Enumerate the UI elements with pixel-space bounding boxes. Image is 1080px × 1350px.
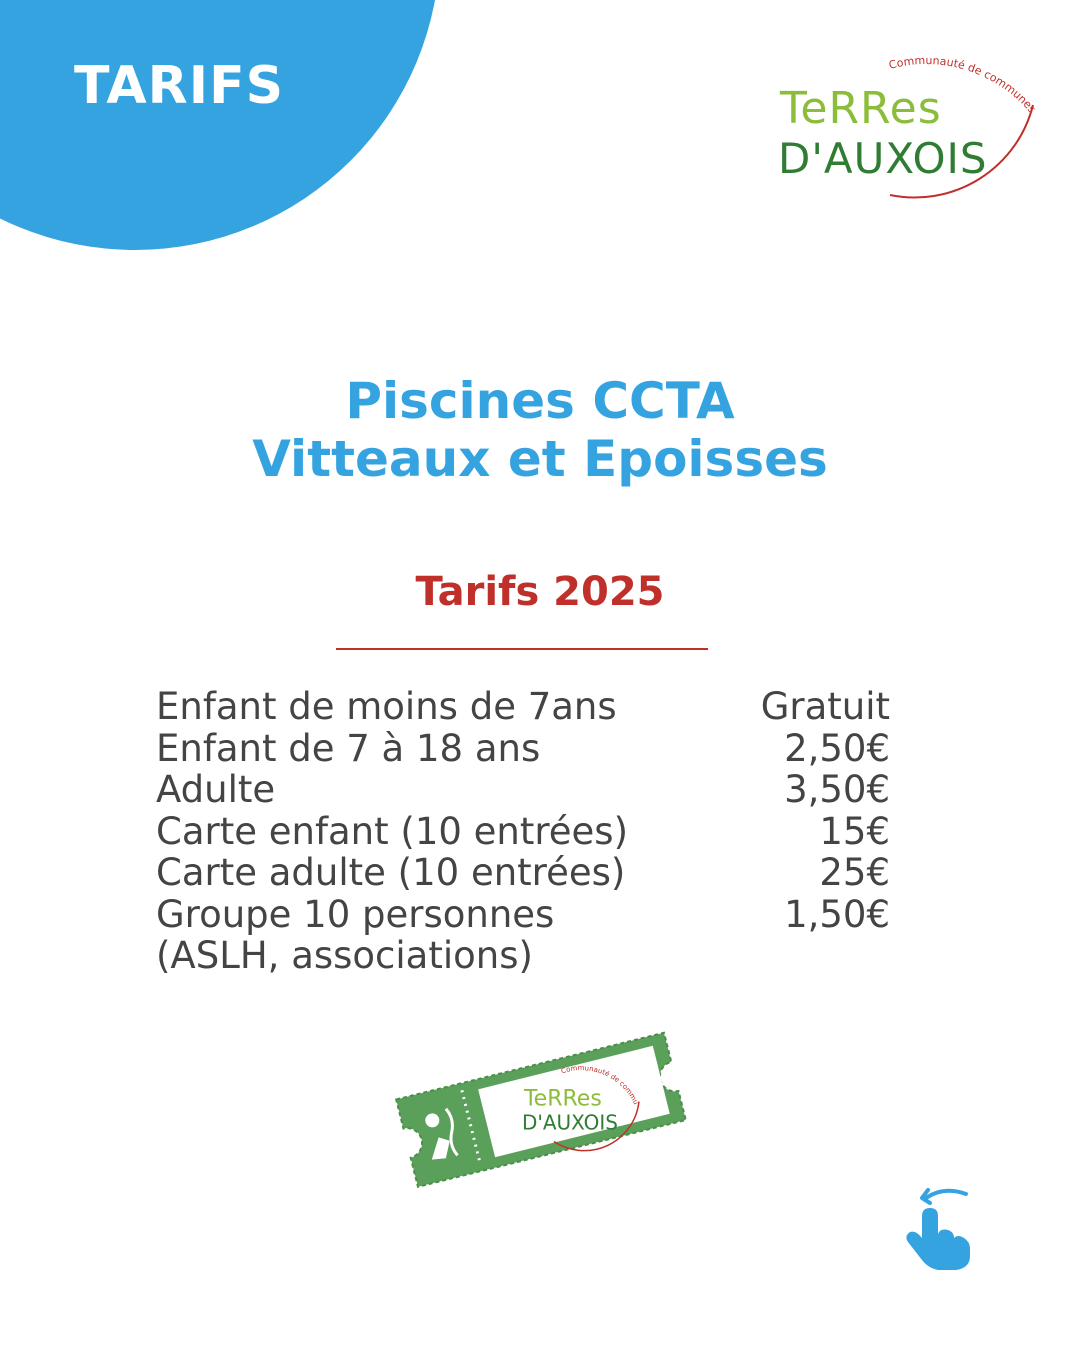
price-value: 25€ bbox=[819, 851, 890, 894]
logo-tagline: Communauté de communes bbox=[887, 53, 1039, 116]
ticket-logo-word-bottom: D'AUXOIS bbox=[521, 1110, 618, 1135]
ticket-illustration bbox=[385, 1020, 695, 1200]
price-row bbox=[156, 894, 890, 936]
price-row bbox=[156, 811, 890, 853]
logo-word-bottom: D'AUXOIS bbox=[778, 134, 988, 183]
page-headline bbox=[0, 372, 1080, 488]
ticket-logo-tagline: Communauté de communes bbox=[560, 1064, 641, 1106]
price-label: Enfant de moins de 7ans bbox=[156, 685, 617, 728]
price-value: 1,50€ bbox=[784, 892, 890, 936]
price-label: Enfant de 7 à 18 ans bbox=[156, 726, 541, 770]
swipe-hand-icon bbox=[900, 1182, 980, 1272]
price-row bbox=[156, 852, 890, 894]
price-row bbox=[156, 686, 890, 728]
price-value: 3,50€ bbox=[784, 768, 890, 811]
tarifs-year-heading: Tarifs 2025 bbox=[415, 569, 665, 615]
price-value: 15€ bbox=[819, 809, 890, 853]
headline-line-1: Piscines CCTA bbox=[345, 372, 735, 430]
price-value: Gratuit bbox=[760, 685, 890, 728]
price-value: 2,50€ bbox=[784, 726, 890, 770]
corner-blob bbox=[0, 0, 440, 250]
price-note: (ASLH, associations) bbox=[156, 934, 533, 977]
price-label: Groupe 10 personnes bbox=[156, 892, 555, 936]
heading-divider bbox=[336, 648, 708, 650]
price-label: Adulte bbox=[156, 768, 276, 811]
terres-dauxois-logo bbox=[770, 45, 1050, 215]
price-row bbox=[156, 728, 890, 770]
price-label: Carte adulte (10 entrées) bbox=[156, 851, 626, 894]
logo-word-top: TeRRes bbox=[780, 83, 942, 134]
price-row bbox=[156, 769, 890, 811]
ticket-logo-word-top: TeRRes bbox=[523, 1086, 602, 1112]
corner-title: TARIFS bbox=[74, 56, 285, 116]
price-label: Carte enfant (10 entrées) bbox=[156, 809, 629, 853]
price-list bbox=[156, 686, 890, 977]
headline-line-2: Vitteaux et Epoisses bbox=[252, 430, 828, 488]
